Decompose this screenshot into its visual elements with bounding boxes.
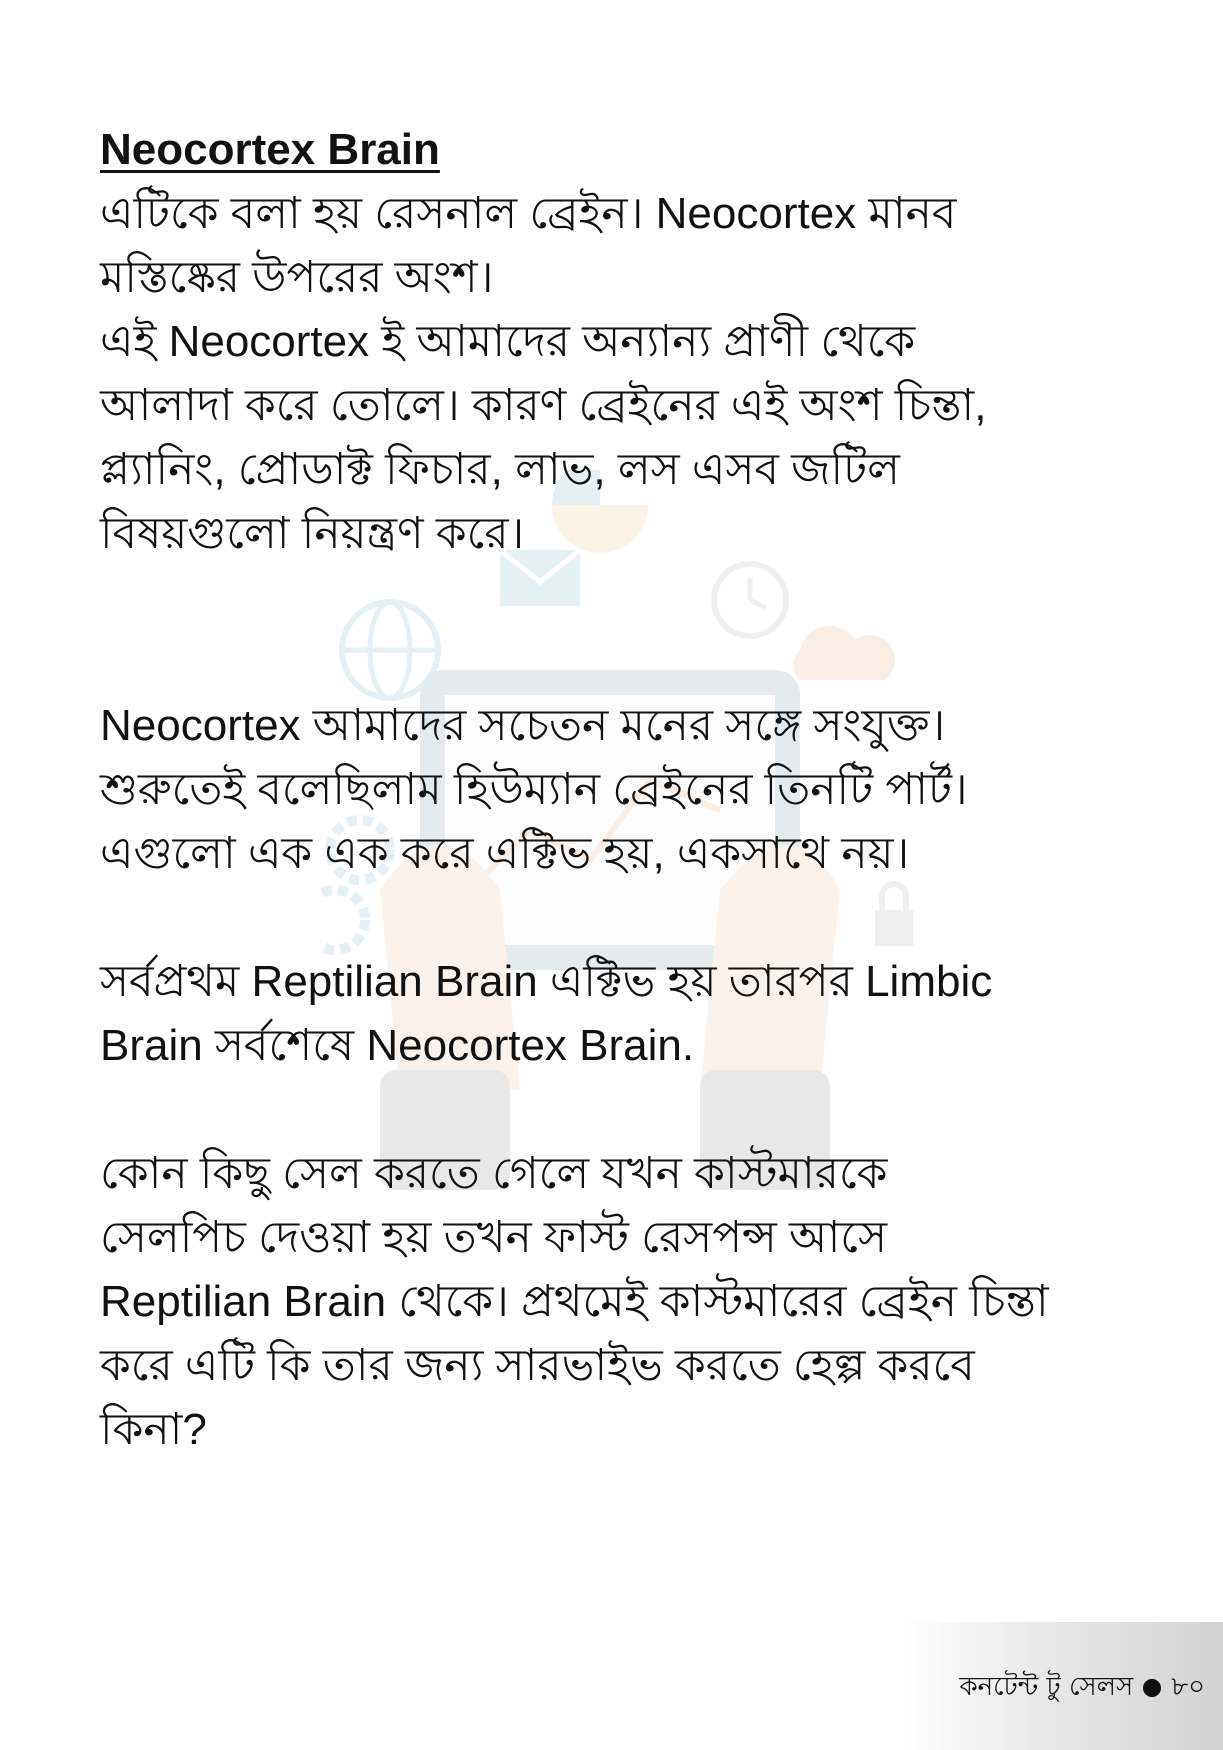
text-line: এই Neocortex ই আমাদের অন্যান্য প্রাণী থেকে	[100, 317, 916, 366]
text-line: কোন কিছু সেল করতে গেলে যখন কাস্টমারকে	[100, 1149, 888, 1198]
paragraph-activation-order	[100, 950, 1140, 1078]
text-line: করে এটি কি তার জন্য সারভাইভ করতে হেল্প করবে	[100, 1341, 975, 1390]
text-line: শুরুতেই বলেছিলাম হিউম্যান ব্রেইনের তিনটি পার্ট।	[100, 765, 968, 814]
page-number: ৮০	[1171, 1672, 1205, 1702]
paragraph-sales-pitch	[100, 1142, 1140, 1462]
text-line: আলাদা করে তোলে। কারণ ব্রেইনের এই অংশ চিন্তা,	[100, 381, 987, 430]
paragraph-spacer	[100, 886, 1140, 950]
text-line: প্ল্যানিং, প্রোডাক্ট ফিচার, লাভ, লস এসব জটিল	[100, 445, 900, 494]
paragraph-spacer	[100, 1078, 1140, 1142]
book-title: কনটেন্ট টু সেলস	[959, 1672, 1134, 1702]
paragraph-spacer	[100, 566, 1140, 694]
text-line: মস্তিষ্কের উপরের অংশ।	[100, 253, 494, 302]
paragraph-rational-brain	[100, 182, 1140, 566]
text-line: বিষয়গুলো নিয়ন্ত্রণ করে।	[100, 509, 525, 558]
text-line: Neocortex আমাদের সচেতন মনের সঙ্গে সংযুক্ত।	[100, 701, 946, 750]
paragraph-conscious-mind	[100, 694, 1140, 886]
section-heading: Neocortex Brain	[100, 125, 440, 174]
page-body	[100, 118, 1140, 1462]
text-line: Brain সর্বশেষে Neocortex Brain.	[100, 1021, 695, 1070]
text-line: সেলপিচ দেওয়া হয় তখন ফাস্ট রেসপন্স আসে	[100, 1213, 888, 1262]
bullet-icon	[1143, 1679, 1161, 1697]
text-line: Reptilian Brain থেকে। প্রথমেই কাস্টমারের ব্রেইন চিন্তা	[100, 1277, 1049, 1326]
text-line: এটিকে বলা হয় রেসনাল ব্রেইন। Neocortex মানব	[100, 189, 957, 238]
text-line: এগুলো এক এক করে এক্টিভ হয়, একসাথে নয়।	[100, 829, 910, 878]
text-line: কিনা?	[100, 1405, 207, 1454]
text-line: সর্বপ্রথম Reptilian Brain এক্টিভ হয় তারপর Limbic	[100, 957, 993, 1006]
page-footer	[959, 1666, 1205, 1710]
